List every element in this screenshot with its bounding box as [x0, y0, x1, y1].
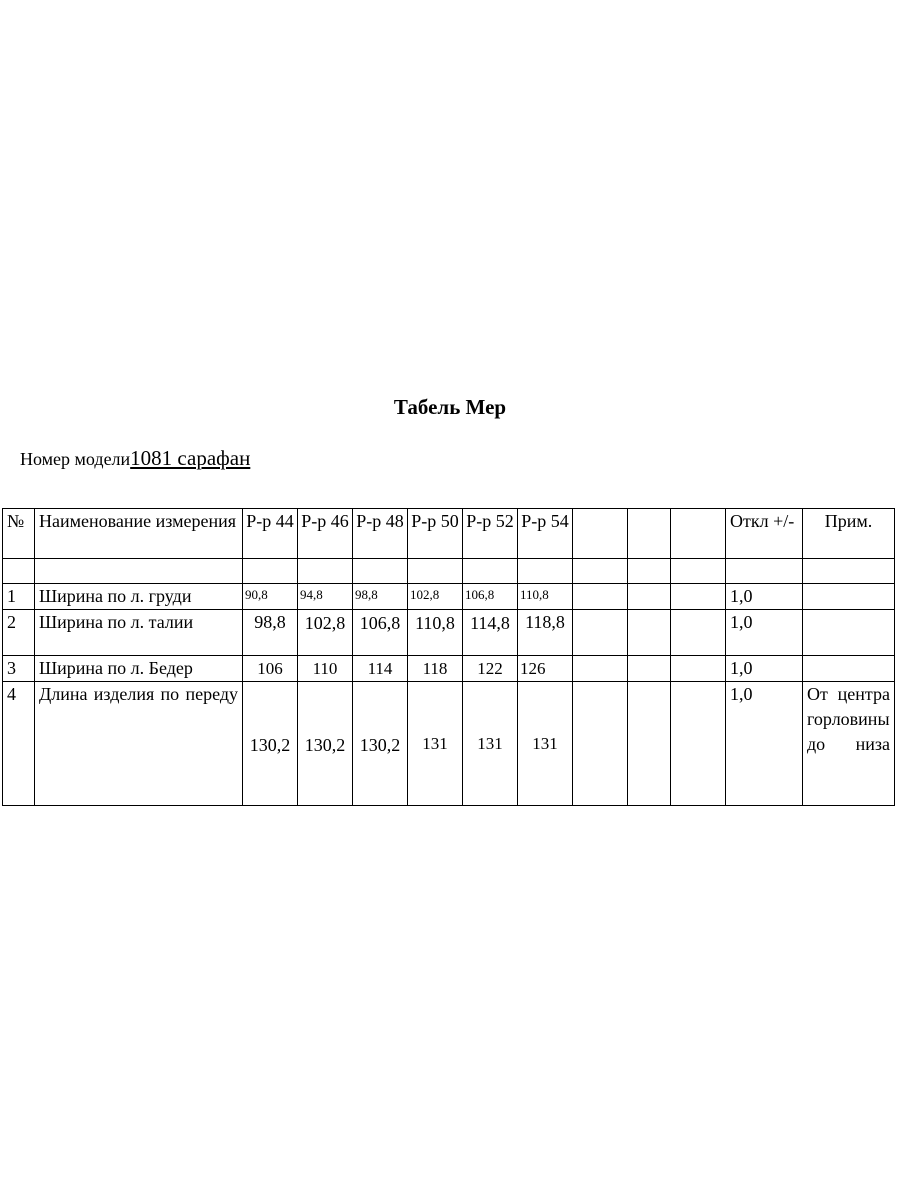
size-value: 131	[518, 682, 573, 806]
row-num: 2	[3, 610, 35, 656]
size-value: 106	[243, 656, 298, 682]
model-value: 1081 сарафан	[130, 446, 251, 470]
size-value: 122	[463, 656, 518, 682]
row-tolerance: 1,0	[726, 610, 803, 656]
size-value: 102,8	[408, 584, 463, 610]
size-value: 94,8	[298, 584, 353, 610]
header-size: Р-р 52	[463, 509, 518, 559]
row-note	[803, 610, 895, 656]
size-value: 110	[298, 656, 353, 682]
size-value: 110,8	[408, 610, 463, 656]
size-value: 126	[518, 656, 573, 682]
size-value: 90,8	[243, 584, 298, 610]
header-note: Прим.	[803, 509, 895, 559]
row-name: Длина изделия по переду	[35, 682, 243, 806]
size-value: 114	[353, 656, 408, 682]
empty-cell	[628, 509, 671, 559]
size-value: 130,2	[298, 682, 353, 806]
row-note	[803, 656, 895, 682]
header-size: Р-р 50	[408, 509, 463, 559]
size-value: 131	[463, 682, 518, 806]
header-size: Р-р 54	[518, 509, 573, 559]
row-tolerance: 1,0	[726, 584, 803, 610]
size-value: 131	[408, 682, 463, 806]
size-value: 98,8	[243, 610, 298, 656]
header-name: Наименование измерения	[35, 509, 243, 559]
empty-cell	[671, 509, 726, 559]
table-row	[3, 584, 895, 610]
header-row	[3, 509, 895, 559]
table-row	[3, 656, 895, 682]
header-size: Р-р 48	[353, 509, 408, 559]
table-row	[3, 610, 895, 656]
size-value: 98,8	[353, 584, 408, 610]
row-num: 1	[3, 584, 35, 610]
row-name: Ширина по л. Бедер	[35, 656, 243, 682]
header-size: Р-р 44	[243, 509, 298, 559]
row-tolerance: 1,0	[726, 682, 803, 806]
model-line	[20, 446, 250, 471]
empty-cell	[573, 509, 628, 559]
blank-row	[3, 559, 895, 584]
row-note	[803, 584, 895, 610]
measurements-table	[2, 508, 895, 806]
size-value: 102,8	[298, 610, 353, 656]
size-value: 118	[408, 656, 463, 682]
row-num: 4	[3, 682, 35, 806]
table-row	[3, 682, 895, 806]
size-value: 114,8	[463, 610, 518, 656]
row-name: Ширина по л. талии	[35, 610, 243, 656]
row-name: Ширина по л. груди	[35, 584, 243, 610]
row-note: От центра горловины до низа	[803, 682, 895, 806]
header-tolerance: Откл +/-	[726, 509, 803, 559]
size-value: 130,2	[243, 682, 298, 806]
row-tolerance: 1,0	[726, 656, 803, 682]
row-num: 3	[3, 656, 35, 682]
size-value: 110,8	[518, 584, 573, 610]
model-label: Номер модели	[20, 449, 131, 469]
page-title: Табель Мер	[393, 395, 507, 419]
size-value: 130,2	[353, 682, 408, 806]
size-value: 118,8	[518, 610, 573, 656]
size-value: 106,8	[463, 584, 518, 610]
size-value: 106,8	[353, 610, 408, 656]
header-num: №	[3, 509, 35, 559]
header-size: Р-р 46	[298, 509, 353, 559]
